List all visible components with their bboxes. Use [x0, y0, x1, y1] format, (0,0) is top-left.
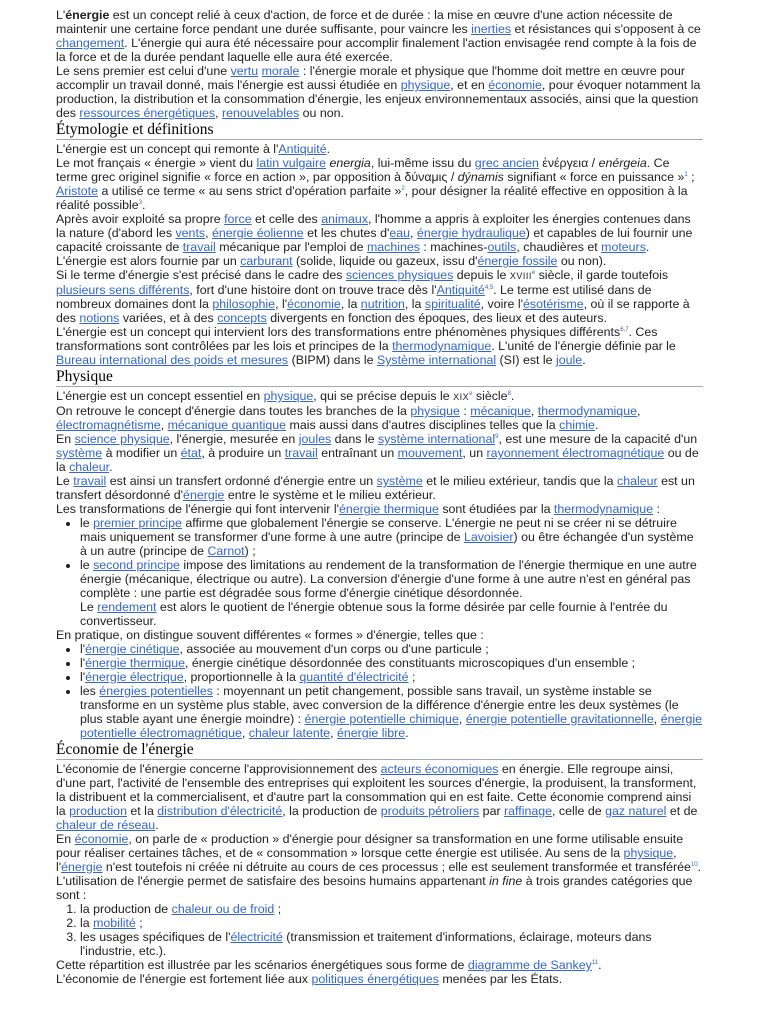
wiki-link[interactable]: électromagnétisme — [56, 418, 161, 432]
wiki-link[interactable]: notions — [79, 311, 120, 325]
text-run: (solide, liquide ou gazeux, issu d' — [292, 254, 478, 268]
wiki-link[interactable]: concepts — [217, 311, 267, 325]
wiki-link[interactable]: chaleur — [617, 474, 658, 488]
wiki-link[interactable]: joule — [556, 353, 583, 367]
paragraph — [56, 958, 703, 972]
wiki-link[interactable]: système — [376, 474, 423, 488]
needs-categories-list — [56, 902, 703, 958]
reference-link[interactable]: 3 — [138, 199, 142, 206]
paragraph — [56, 502, 703, 516]
wiki-link[interactable]: rayonnement électromagnétique — [486, 446, 665, 460]
text-run: , à produire un — [201, 446, 285, 460]
wiki-link[interactable]: Système international — [376, 353, 497, 367]
text-run: et de — [666, 804, 698, 818]
text-run: . L'énergie qui aura été nécessaire pour accomplir finalement l'action envisagée rend compte à la fois de la force et de la durée pendant laquelle elle aura été exercée. — [56, 36, 697, 64]
text-run: , la production de — [282, 804, 381, 818]
text-run: , — [636, 404, 641, 418]
text-run: ἐνέργεια / — [538, 156, 599, 170]
text-run: menées par les États. — [438, 972, 563, 986]
wiki-link[interactable]: second principe — [93, 558, 180, 572]
text-run: ; — [135, 916, 143, 930]
wiki-link[interactable]: distribution d'électricité — [157, 804, 283, 818]
wiki-link[interactable]: vertu — [230, 64, 259, 78]
text-run: . — [405, 726, 409, 740]
paragraph — [56, 389, 703, 404]
text-run: En — [56, 432, 75, 446]
text-run: , et en — [450, 78, 489, 92]
wiki-link[interactable]: philosophie — [212, 297, 276, 311]
italic-term: energia — [329, 156, 371, 170]
text-run: a utilisé ce terme « au sens strict d'opération parfaite » — [98, 184, 402, 198]
text-run: . Le terme est utilisé dans de nombreux domaines dont la — [56, 283, 652, 311]
wiki-link[interactable]: produits pétroliers — [380, 804, 480, 818]
wiki-link[interactable]: inerties — [471, 22, 512, 36]
wiki-link[interactable]: travail — [284, 446, 318, 460]
wiki-link[interactable]: production — [69, 804, 127, 818]
text-run: En — [56, 832, 75, 846]
text-run: , — [530, 404, 538, 418]
wiki-link[interactable]: outils — [487, 240, 517, 254]
text-run: , celle de — [552, 804, 606, 818]
text-run: ; — [274, 902, 282, 916]
text-run: mais aussi dans d'autres disciplines telles que la — [286, 418, 560, 432]
wiki-link[interactable]: moteurs — [601, 240, 646, 254]
wiki-link[interactable]: machines — [366, 240, 420, 254]
text-run: , associée au mouvement d'un corps ou d'une particule ; — [179, 642, 489, 656]
wiki-link[interactable]: physique — [263, 389, 314, 403]
text-run: , l'homme a appris à exploiter les énergies contenues dans la nature (d'abord les — [56, 212, 691, 240]
wiki-link[interactable]: quantité d'électricité — [299, 670, 409, 684]
wiki-link[interactable]: ressources énergétiques — [79, 106, 216, 120]
text-run: variées, et à des — [119, 311, 218, 325]
text-run: l' — [80, 656, 86, 670]
paragraph — [56, 474, 703, 502]
wiki-link[interactable]: Lavoisier — [463, 530, 514, 544]
paragraph — [56, 628, 703, 642]
paragraph — [56, 212, 703, 268]
list-item — [80, 558, 703, 628]
century-numeral: XIX — [453, 392, 470, 402]
wiki-link[interactable]: plusieurs sens différents — [56, 283, 190, 297]
bold-term: énergie — [65, 8, 110, 22]
wiki-link[interactable]: spiritualité — [424, 297, 481, 311]
text-run: , l' — [56, 846, 677, 874]
wiki-link[interactable]: énergie fossile — [477, 254, 558, 268]
text-run: , l'énergie, mesurée en — [169, 432, 299, 446]
list-item — [80, 684, 703, 740]
paragraph — [56, 432, 703, 474]
wiki-link[interactable]: système — [56, 446, 103, 460]
text-run: est alors le quotient de l'énergie obtenue sous la forme désirée par celle fournie à l'entrée du convertisseur. — [80, 600, 668, 628]
wiki-link[interactable]: énergies potentielles — [99, 684, 213, 698]
text-run: . — [697, 860, 702, 874]
wiki-link[interactable]: renouvelables — [222, 106, 300, 120]
text-run: . — [510, 389, 515, 403]
text-run: (BIPM) dans le — [288, 353, 377, 367]
text-run: et celle des — [251, 212, 322, 226]
text-run: depuis le — [453, 268, 510, 282]
reference-link[interactable]: 6,7 — [620, 326, 629, 333]
wiki-link[interactable]: chaleur de réseau — [56, 818, 156, 832]
wiki-link[interactable]: latin vulgaire — [256, 156, 327, 170]
wiki-link[interactable]: premier principe — [93, 516, 182, 530]
reference-link[interactable]: 10 — [690, 861, 698, 868]
italic-term: in fine — [489, 874, 523, 888]
text-run: , voire l' — [480, 297, 523, 311]
wiki-link[interactable]: chaleur — [69, 460, 110, 474]
text-run: ou de la — [56, 446, 699, 474]
text-run: ou non. — [299, 106, 344, 120]
text-run: est ainsi un transfert ordonné d'énergie entre un — [106, 474, 377, 488]
wiki-link[interactable]: économie — [488, 78, 542, 92]
text-run: , — [653, 712, 661, 726]
wiki-link[interactable]: système international — [378, 432, 496, 446]
wiki-link[interactable]: rendement — [97, 600, 157, 614]
wiki-link[interactable]: science physique — [74, 432, 170, 446]
wiki-link[interactable]: politiques énergétiques — [311, 972, 439, 986]
wiki-link[interactable]: carburant — [240, 254, 293, 268]
wiki-link[interactable]: acteurs économiques — [380, 762, 499, 776]
text-run: , qui se précise depuis le — [313, 389, 454, 403]
wiki-link[interactable]: Bureau international des poids et mesures — [56, 353, 289, 367]
wiki-link[interactable]: énergie thermique — [338, 502, 439, 516]
text-run: . Ce terme grec originel signifie « force en action », par opposition à δύναμις / — [56, 156, 670, 184]
text-run: ) et capables de lui fournir une capacité croissante de — [56, 226, 693, 254]
wiki-link[interactable]: eau — [389, 226, 411, 240]
text-run: , — [458, 712, 466, 726]
text-run: n'est toutefois ni créée ni détruite au cours de ces processus ; elle est seulement transformée et transférée — [102, 860, 691, 874]
wiki-link[interactable]: énergie hydraulique — [416, 226, 526, 240]
text-run: (SI) est le — [496, 353, 557, 367]
paragraph — [56, 762, 703, 832]
paragraph — [56, 268, 703, 325]
text-run: , fort d'une histoire dont on trouve trace dès l' — [189, 283, 437, 297]
wiki-link[interactable]: mouvement — [397, 446, 463, 460]
wiki-link[interactable]: physique — [623, 846, 674, 860]
list-item — [80, 902, 703, 916]
text-run: Le — [56, 474, 74, 488]
text-run: à modifier un — [102, 446, 181, 460]
text-run: . — [582, 353, 586, 367]
text-run: . — [155, 818, 159, 832]
text-run: est un transfert désordonné d' — [56, 474, 695, 502]
wiki-link[interactable]: énergie thermique — [85, 656, 186, 670]
wiki-link[interactable]: raffinage — [504, 804, 553, 818]
text-run: Le mot français « énergie » vient du — [56, 156, 257, 170]
text-run: , — [205, 226, 212, 240]
text-run: l' — [80, 642, 86, 656]
text-run: Cette répartition est illustrée par les scénarios énergétiques sous forme de — [56, 958, 468, 972]
text-run: entraînant un — [317, 446, 398, 460]
paragraph — [56, 972, 703, 986]
reference-link[interactable]: e — [469, 390, 473, 397]
text-run: . L'énergie est alors fournie par un — [56, 240, 650, 268]
wiki-link[interactable]: ésotérisme — [522, 297, 584, 311]
text-run: Le sens premier est celui d'une — [56, 64, 231, 78]
text-run: mécanique par l'emploi de — [215, 240, 367, 254]
wiki-link[interactable]: travail — [73, 474, 107, 488]
text-run: L'énergie est un concept qui remonte à l' — [56, 142, 279, 156]
wiki-link[interactable]: gaz naturel — [605, 804, 667, 818]
text-run: , la — [340, 297, 361, 311]
section-heading-etymologie: Étymologie et définitions — [56, 121, 703, 140]
intro-paragraph — [56, 64, 703, 120]
text-run: la production de — [80, 902, 172, 916]
list-item — [80, 516, 703, 558]
list-item — [80, 656, 703, 670]
text-run: . — [598, 958, 602, 972]
text-run: impose des limitations au rendement de la transformation de l'énergie thermique en une autre énergie (mécanique, électrique ou autre). La conversion d'énergie d'une forme à une autre n'est en général pas complète : une partie est dégradée sous forme d'énergie cinétique désordonnée. — [80, 558, 697, 600]
reference-link[interactable]: e — [531, 269, 536, 276]
text-run: , — [215, 106, 222, 120]
text-run: , — [160, 418, 168, 432]
wiki-link[interactable]: énergie potentielle électromagnétique — [80, 712, 703, 740]
text-run: , chaudières et — [516, 240, 602, 254]
text-run: : — [653, 502, 660, 516]
italic-term: dýnamis — [457, 170, 504, 184]
wiki-link[interactable]: mécanique — [470, 404, 531, 418]
text-run: Après avoir exploité sa propre — [56, 212, 225, 226]
text-run: , pour évoquer notamment la production, la distribution et la consommation d'énergie, les enjeux environnementaux associés, ainsi que la question des — [56, 78, 701, 120]
intro-paragraph — [56, 8, 703, 64]
wiki-link[interactable]: état — [180, 446, 202, 460]
text-run: et la — [126, 804, 158, 818]
text-run: est un concept relié à ceux d'action, de force et de durée : la mise en œuvre d'une action nécessite de maintenir une certaine force pendant une durée suffisante, pour vaincre les — [56, 8, 673, 36]
reference-link[interactable]: 4,5 — [484, 284, 494, 291]
wiki-link[interactable]: force — [224, 212, 252, 226]
wiki-link[interactable]: sciences physiques — [345, 268, 454, 282]
text-run: divergents en fonction des époques, des lieux et des auteurs. — [266, 311, 608, 325]
reference-link[interactable]: 2 — [401, 185, 405, 192]
wiki-link[interactable]: énergie cinétique — [85, 642, 180, 656]
text-run: , énergie cinétique désordonnée des constituants microscopiques d'un ensemble ; — [185, 656, 636, 670]
wiki-link[interactable]: Antiquité — [278, 142, 327, 156]
wiki-link[interactable]: Antiquité — [436, 283, 485, 297]
text-run: . Ces transformations sont contrôlées par les lois et principes de la — [56, 325, 658, 353]
list-item — [80, 916, 703, 930]
text-run: signifiant « force en puissance » — [503, 170, 685, 184]
text-run: L'énergie est un concept qui intervient lors des transformations entre phénomènes physiques différents — [56, 325, 621, 339]
thermodynamics-principles-list — [56, 516, 703, 628]
text-run: Les transformations de l'énergie qui font intervenir l' — [56, 502, 339, 516]
wiki-link[interactable]: thermodynamique — [553, 502, 654, 516]
text-run: , la — [404, 297, 425, 311]
century-numeral: XVIII — [509, 271, 532, 281]
text-run: . — [594, 418, 599, 432]
text-run: par — [479, 804, 505, 818]
text-run: , lui-même issu du — [370, 156, 475, 170]
text-run: la — [80, 916, 94, 930]
wiki-link[interactable]: énergie libre — [336, 726, 406, 740]
wiki-link[interactable]: diagramme de Sankey — [467, 958, 592, 972]
text-run: . — [326, 142, 331, 156]
wiki-link[interactable]: thermodynamique — [392, 339, 492, 353]
text-run: L' — [56, 8, 66, 22]
wiki-link[interactable]: joules — [298, 432, 332, 446]
wiki-link[interactable]: animaux — [321, 212, 369, 226]
reference-link[interactable]: 9 — [495, 433, 499, 440]
wiki-link[interactable]: énergie potentielle chimique — [304, 712, 459, 726]
wiki-link[interactable]: mécanique quantique — [167, 418, 287, 432]
paragraph — [56, 156, 703, 212]
text-run: , — [330, 726, 337, 740]
text-run: , proportionnelle à la — [183, 670, 300, 684]
wiki-link[interactable]: mobilité — [93, 916, 136, 930]
text-run: ; — [408, 670, 416, 684]
wiki-link[interactable]: physique — [410, 404, 460, 418]
text-run: les — [80, 684, 100, 698]
text-run: ou non). — [557, 254, 607, 268]
wiki-link[interactable]: énergie — [61, 860, 103, 874]
text-run: : l'énergie morale et physique que l'homme doit mettre en œuvre pour accomplir un travail donné, mais l'énergie est aussi étudiée en — [56, 64, 686, 92]
text-run: , où il se rapporte à des — [56, 297, 690, 325]
text-run: . — [142, 198, 146, 212]
wiki-link[interactable]: électricité — [230, 930, 283, 944]
text-run: Si le terme d'énergie s'est précisé dans le cadre des — [56, 268, 346, 282]
reference-link[interactable]: 11 — [591, 959, 599, 966]
text-run: à trois grandes catégories que sont : — [56, 874, 693, 902]
text-run: L'énergie est un concept essentiel en — [56, 389, 264, 403]
wiki-link[interactable]: grec ancien — [474, 156, 539, 170]
wiki-link[interactable]: chaleur latente — [248, 726, 331, 740]
wiki-link[interactable]: Aristote — [56, 184, 99, 198]
wiki-link[interactable]: économie — [74, 832, 129, 846]
text-run: , pour désigner la réalité effective en opposition à la réalité possible — [56, 184, 688, 212]
paragraph — [56, 142, 703, 156]
wiki-link[interactable]: énergie électrique — [85, 670, 184, 684]
text-run: entre le système et le milieu extérieur. — [224, 488, 436, 502]
text-run: Le — [80, 600, 98, 614]
reference-link[interactable]: 1 — [684, 171, 688, 178]
text-run: le — [80, 516, 94, 530]
text-run: les usages spécifiques de l' — [80, 930, 231, 944]
wiki-link[interactable]: vents — [175, 226, 206, 240]
article — [56, 8, 703, 986]
text-run: : machines- — [419, 240, 488, 254]
text-run: L'économie de l'énergie est fortement liée aux — [56, 972, 312, 986]
list-item — [80, 930, 703, 958]
section-heading-physique: Physique — [56, 368, 703, 387]
text-run: En pratique, on distingue souvent différentes « formes » d'énergie, telles que : — [56, 628, 484, 642]
text-run: : — [459, 404, 471, 418]
text-run: siècle — [472, 389, 508, 403]
text-run: . — [109, 460, 113, 474]
wiki-link[interactable]: énergie éolienne — [211, 226, 304, 240]
italic-term: enérgeia — [598, 156, 647, 170]
wiki-link[interactable]: changement — [56, 36, 125, 50]
text-run: sont étudiées par la — [438, 502, 554, 516]
text-run: L'économie de l'énergie concerne l'approvisionnement des — [56, 762, 381, 776]
text-run: , — [241, 726, 249, 740]
text-run: et le milieu extérieur, tandis que la — [422, 474, 617, 488]
text-run: et les chutes d' — [303, 226, 390, 240]
text-run: ; — [687, 170, 695, 184]
wiki-link[interactable]: énergie potentielle gravitationnelle — [465, 712, 654, 726]
text-run: , on parle de « production » d'énergie pour désigner sa transformation en une forme utilisable ensuite pour réaliser certaines tâches, et de « consommation » lorsque cette énergie est utilisée. Au sens de la — [56, 832, 684, 860]
text-run: ) ; — [244, 544, 256, 558]
text-run: , l' — [275, 297, 288, 311]
text-run: affirme que globalement l'énergie se conserve. L'énergie ne peut ni se créer ni se détruire mais uniquement se transformer d'une forme à une autre (principe de — [80, 516, 677, 544]
wiki-link[interactable]: chaleur ou de froid — [171, 902, 275, 916]
paragraph — [56, 325, 703, 367]
wiki-link[interactable]: morale — [261, 64, 300, 78]
paragraph — [56, 874, 703, 902]
wiki-link[interactable]: nutrition — [360, 297, 405, 311]
text-run: l' — [80, 670, 86, 684]
text-run: dans le — [331, 432, 378, 446]
paragraph — [56, 404, 703, 432]
paragraph — [56, 832, 703, 874]
text-run: , est une mesure de la capacité d'un — [498, 432, 698, 446]
text-run: , — [410, 226, 417, 240]
text-run: siècle, il garde toutefois — [535, 268, 669, 282]
text-run: en énergie. Elle regroupe ainsi, d'une part, l'activité de l'ensemble des entreprises qui exploitent les sources d'énergie, la produisent, la transforment, la distribuent et la commercialisent, et d'autre part la consommation qui en est faite. Cette économie comprend ainsi la — [56, 762, 697, 818]
wiki-link[interactable]: chimie — [559, 418, 595, 432]
wiki-link[interactable]: énergie — [183, 488, 225, 502]
wiki-link[interactable]: physique — [400, 78, 451, 92]
list-item — [80, 670, 703, 684]
text-run: (transmission et traitement d'informations, éclairage, moteurs dans l'industrie, etc.). — [80, 930, 652, 958]
wiki-link[interactable]: thermodynamique — [537, 404, 637, 418]
text-run: ) ou être échangée d'un système à un autre (principe de — [80, 530, 694, 558]
text-run: . L'unité de l'énergie définie par le — [491, 339, 676, 353]
list-item — [80, 642, 703, 656]
text-run: le — [80, 558, 94, 572]
wiki-link[interactable]: économie — [287, 297, 341, 311]
text-run: , un — [462, 446, 487, 460]
section-heading-economie: Économie de l'énergie — [56, 741, 703, 760]
wiki-link[interactable]: Carnot — [207, 544, 245, 558]
text-run: L'utilisation de l'énergie permet de satisfaire des besoins humains appartenant — [56, 874, 490, 888]
text-run: et résistances qui s'opposent à ce — [511, 22, 701, 36]
energy-forms-list — [56, 642, 703, 740]
wiki-link[interactable]: travail — [182, 240, 216, 254]
reference-link[interactable]: 8 — [507, 390, 511, 397]
text-run: : moyennant un petit changement, possible sans travail, un système instable se transforme en un système plus stable, avec conversion de la différence d'énergie entre les deux systèmes (le plus stable ayant une énergie moindre) : — [80, 684, 679, 726]
text-run: On retrouve le concept d'énergie dans toutes les branches de la — [56, 404, 411, 418]
